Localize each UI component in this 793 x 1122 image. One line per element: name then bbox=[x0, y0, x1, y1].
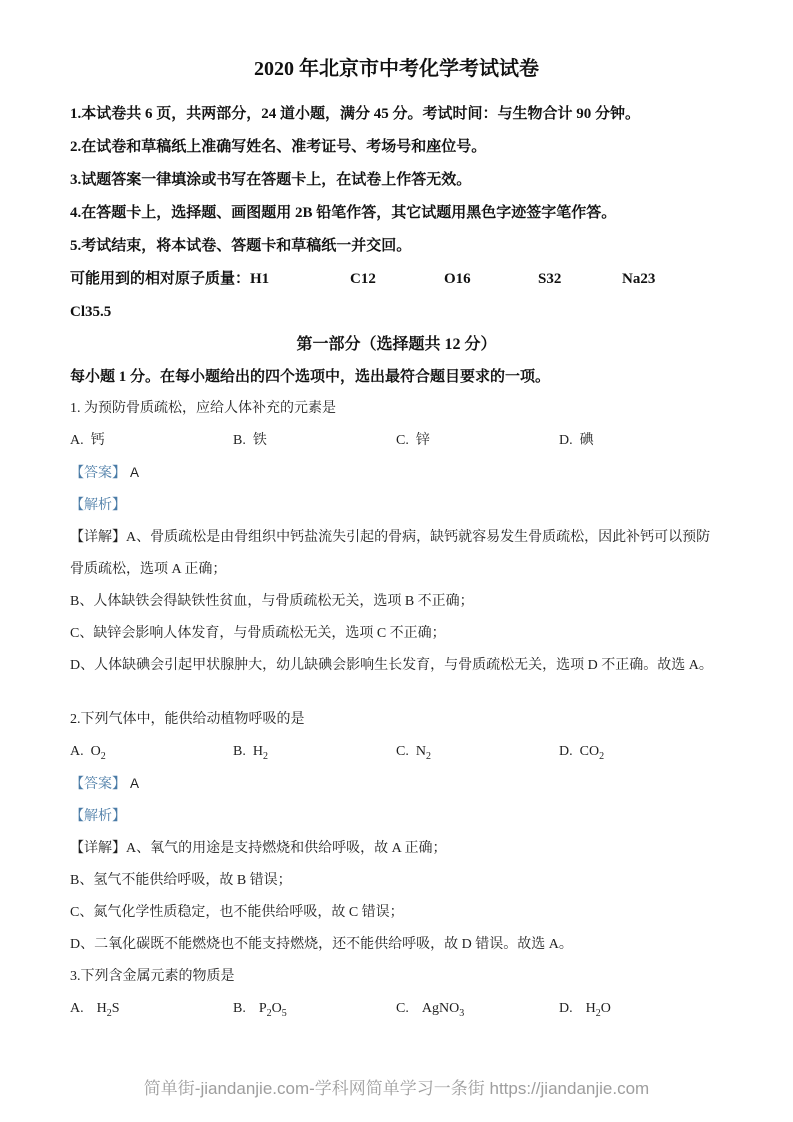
question-1-option-c bbox=[396, 425, 559, 457]
instruction-line: 5.考试结束，将本试卷、答题卡和草稿纸一并交回。 bbox=[70, 238, 412, 254]
page-title: 2020 年北京市中考化学考试试卷 bbox=[254, 58, 539, 80]
question-2 bbox=[70, 704, 723, 961]
option-letter: C. bbox=[396, 1001, 409, 1016]
question-1-stem: 1. 为预防骨质疏松，应给人体补充的元素是 bbox=[70, 401, 336, 416]
question-2-option-b bbox=[233, 736, 396, 768]
question-3-options bbox=[70, 993, 723, 1025]
atomic-mass-C: C12 bbox=[350, 271, 376, 287]
question-2-detail: C、氮气化学性质稳定，也不能供给呼吸，故 C 错误； bbox=[70, 905, 404, 920]
option-letter: A. bbox=[70, 433, 84, 448]
question-1-detail: 【详解】A、骨质疏松是由骨组织中钙盐流失引起的骨病，缺钙就容易发生骨质疏松，因此补钙可以预防骨质疏松，选项 A 正确； bbox=[70, 530, 711, 577]
question-1 bbox=[70, 393, 723, 682]
question-1-analysis-line bbox=[70, 490, 723, 522]
analysis-tag: 【解析】 bbox=[70, 498, 126, 513]
option-text: $P_2O_5$ bbox=[258, 1001, 287, 1019]
question-2-analysis-line bbox=[70, 801, 723, 833]
atomic-mass-Na: Na23 bbox=[622, 271, 656, 287]
option-text: 锌 bbox=[415, 433, 430, 448]
option-letter: B. bbox=[233, 433, 246, 448]
question-3-option-c bbox=[396, 993, 559, 1025]
option-text: $O_2$ bbox=[90, 744, 106, 762]
question-2-stem: 2.下列气体中，能供给动植物呼吸的是 bbox=[70, 712, 305, 727]
question-3-option-d bbox=[559, 993, 723, 1025]
site-watermark: 简单街-jiandanjie.com-学科网简单学习一条街 https://jiandanjie.com bbox=[143, 1079, 650, 1098]
atomic-mass-H: H1 bbox=[250, 271, 270, 287]
atomic-mass-line bbox=[70, 263, 723, 296]
question-3-stem: 3.下列含金属元素的物质是 bbox=[70, 969, 235, 984]
instruction-line: 2.在试卷和草稿纸上准确写姓名、准考证号、考场号和座位号。 bbox=[70, 139, 487, 155]
question-2-detail: B、氢气不能供给呼吸，故 B 错误； bbox=[70, 873, 292, 888]
atomic-mass-Cl: Cl35.5 bbox=[70, 304, 112, 320]
option-text: $CO_2$ bbox=[579, 744, 605, 762]
option-text: $H_2S$ bbox=[96, 1001, 120, 1019]
atomic-mass-S: S32 bbox=[538, 271, 562, 287]
option-letter: D. bbox=[559, 433, 573, 448]
question-1-option-d bbox=[559, 425, 723, 457]
option-text: 碘 bbox=[579, 433, 594, 448]
exam-instructions bbox=[70, 98, 723, 263]
section-heading: 第一部分（选择题共 12 分） bbox=[296, 336, 497, 353]
option-letter: B. bbox=[233, 744, 246, 759]
option-text: $H_2$ bbox=[252, 744, 268, 762]
question-3-option-a bbox=[70, 993, 233, 1025]
question-2-detail: D、二氧化碳既不能燃烧也不能支持燃烧，还不能供给呼吸，故 D 错误。故选 A。 bbox=[70, 937, 573, 952]
question-1-option-b bbox=[233, 425, 396, 457]
atomic-mass-label: 可能用到的相对原子质量： bbox=[70, 271, 251, 287]
question-2-option-d bbox=[559, 736, 723, 768]
option-letter: C. bbox=[396, 744, 409, 759]
answer-value: A bbox=[130, 776, 140, 791]
question-1-options bbox=[70, 425, 723, 457]
question-3 bbox=[70, 961, 723, 1025]
question-1-detail: C、缺锌会影响人体发育，与骨质疏松无关，选项 C 不正确； bbox=[70, 626, 446, 641]
question-1-option-a bbox=[70, 425, 233, 457]
answer-tag: 【答案】 bbox=[70, 466, 126, 481]
answer-value: A bbox=[130, 465, 140, 480]
question-1-answer-line bbox=[70, 457, 723, 490]
question-1-detail: B、人体缺铁会得缺铁性贫血，与骨质疏松无关，选项 B 不正确； bbox=[70, 594, 474, 609]
option-letter: D. bbox=[559, 744, 573, 759]
question-2-option-c bbox=[396, 736, 559, 768]
question-2-answer-line bbox=[70, 768, 723, 801]
option-text: $H_2O$ bbox=[585, 1001, 611, 1019]
option-text: AgNO$_3$ bbox=[421, 1001, 465, 1019]
instruction-line: 3.试题答案一律填涂或书写在答题卡上，在试卷上作答无效。 bbox=[70, 172, 472, 188]
question-3-option-b bbox=[233, 993, 396, 1025]
question-1-detail: D、人体缺碘会引起甲状腺肿大，幼儿缺碘会影响生长发育，与骨质疏松无关，选项 D 不正确。故选 A。 bbox=[70, 658, 713, 673]
option-text: 铁 bbox=[252, 433, 267, 448]
question-2-detail: 【详解】A、氧气的用途是支持燃烧和供给呼吸，故 A 正确； bbox=[70, 841, 447, 856]
option-text: $N_2$ bbox=[415, 744, 431, 762]
atomic-mass-O: O16 bbox=[444, 271, 471, 287]
option-text: 钙 bbox=[90, 433, 105, 448]
option-letter: D. bbox=[559, 1001, 573, 1016]
answer-tag: 【答案】 bbox=[70, 777, 126, 792]
question-2-option-a bbox=[70, 736, 233, 768]
instruction-line: 4.在答题卡上，选择题、画图题用 2B 铅笔作答，其它试题用黑色字迹签字笔作答。 bbox=[70, 205, 617, 221]
option-letter: A. bbox=[70, 744, 84, 759]
instruction-line: 1.本试卷共 6 页，共两部分，24 道小题，满分 45 分。考试时间：与生物合计 90 分钟。 bbox=[70, 106, 641, 122]
option-letter: B. bbox=[233, 1001, 246, 1016]
section-note: 每小题 1 分。在每小题给出的四个选项中，选出最符合题目要求的一项。 bbox=[70, 369, 551, 385]
question-2-options bbox=[70, 736, 723, 768]
option-letter: A. bbox=[70, 1001, 84, 1016]
option-letter: C. bbox=[396, 433, 409, 448]
analysis-tag: 【解析】 bbox=[70, 809, 126, 824]
